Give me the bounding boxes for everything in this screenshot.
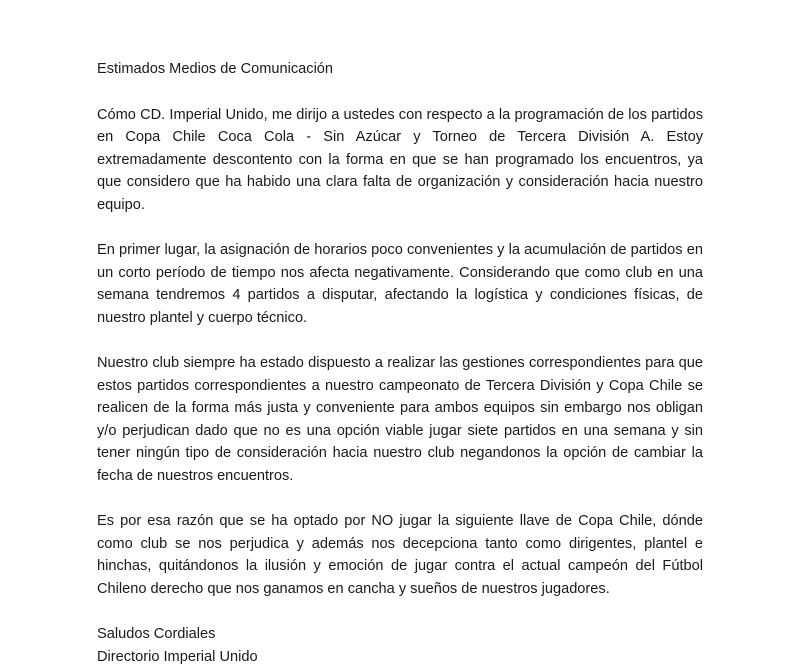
letter-paragraph-1: Cómo CD. Imperial Unido, me dirijo a ustedes con respecto a la programación de los partidos en Copa Chile Coca Cola - Sin Azúcar y Torneo de Tercera División A. Estoy extremadamente descontento con la forma en que se han programado los encuentros, ya que considero que ha habido una clara falta de organización y consideración hacia nuestro equipo. [97, 104, 703, 217]
letter-paragraph-3: Nuestro club siempre ha estado dispuesto a realizar las gestiones correspondientes para que estos partidos correspondientes a nuestro campeonato de Tercera División y Copa Chile se realicen de la forma más justa y conveniente para ambos equipos sin embargo nos obligan y/o perjudican dado que no es una opción viable jugar siete partidos en una semana y sin tener ningún tipo de consideración hacia nuestro club negandonos la opción de cambiar la fecha de nuestros encuentros. [97, 352, 703, 487]
letter-body [97, 58, 703, 668]
letter-paragraph-4: Es por esa razón que se ha optado por NO jugar la siguiente llave de Copa Chile, dónde como club se nos perjudica y además nos decepciona tanto como dirigentes, plantel e hinchas, quitándonos la ilusión y emoción de jugar contra el actual campeón del Fútbol Chileno derecho que nos ganamos en cancha y sueños de nuestros jugadores. [97, 510, 703, 600]
letter-greeting: Estimados Medios de Comunicación [97, 58, 703, 81]
letter-paragraph-2: En primer lugar, la asignación de horarios poco convenientes y la acumulación de partidos en un corto período de tiempo nos afecta negativamente. Considerando que como club en una semana tendremos 4 partidos a disputar, afectando la logística y condiciones físicas, de nuestro plantel y cuerpo técnico. [97, 239, 703, 329]
letter-closing: Saludos Cordiales [97, 623, 703, 646]
letter-signature: Directorio Imperial Unido [97, 646, 703, 668]
